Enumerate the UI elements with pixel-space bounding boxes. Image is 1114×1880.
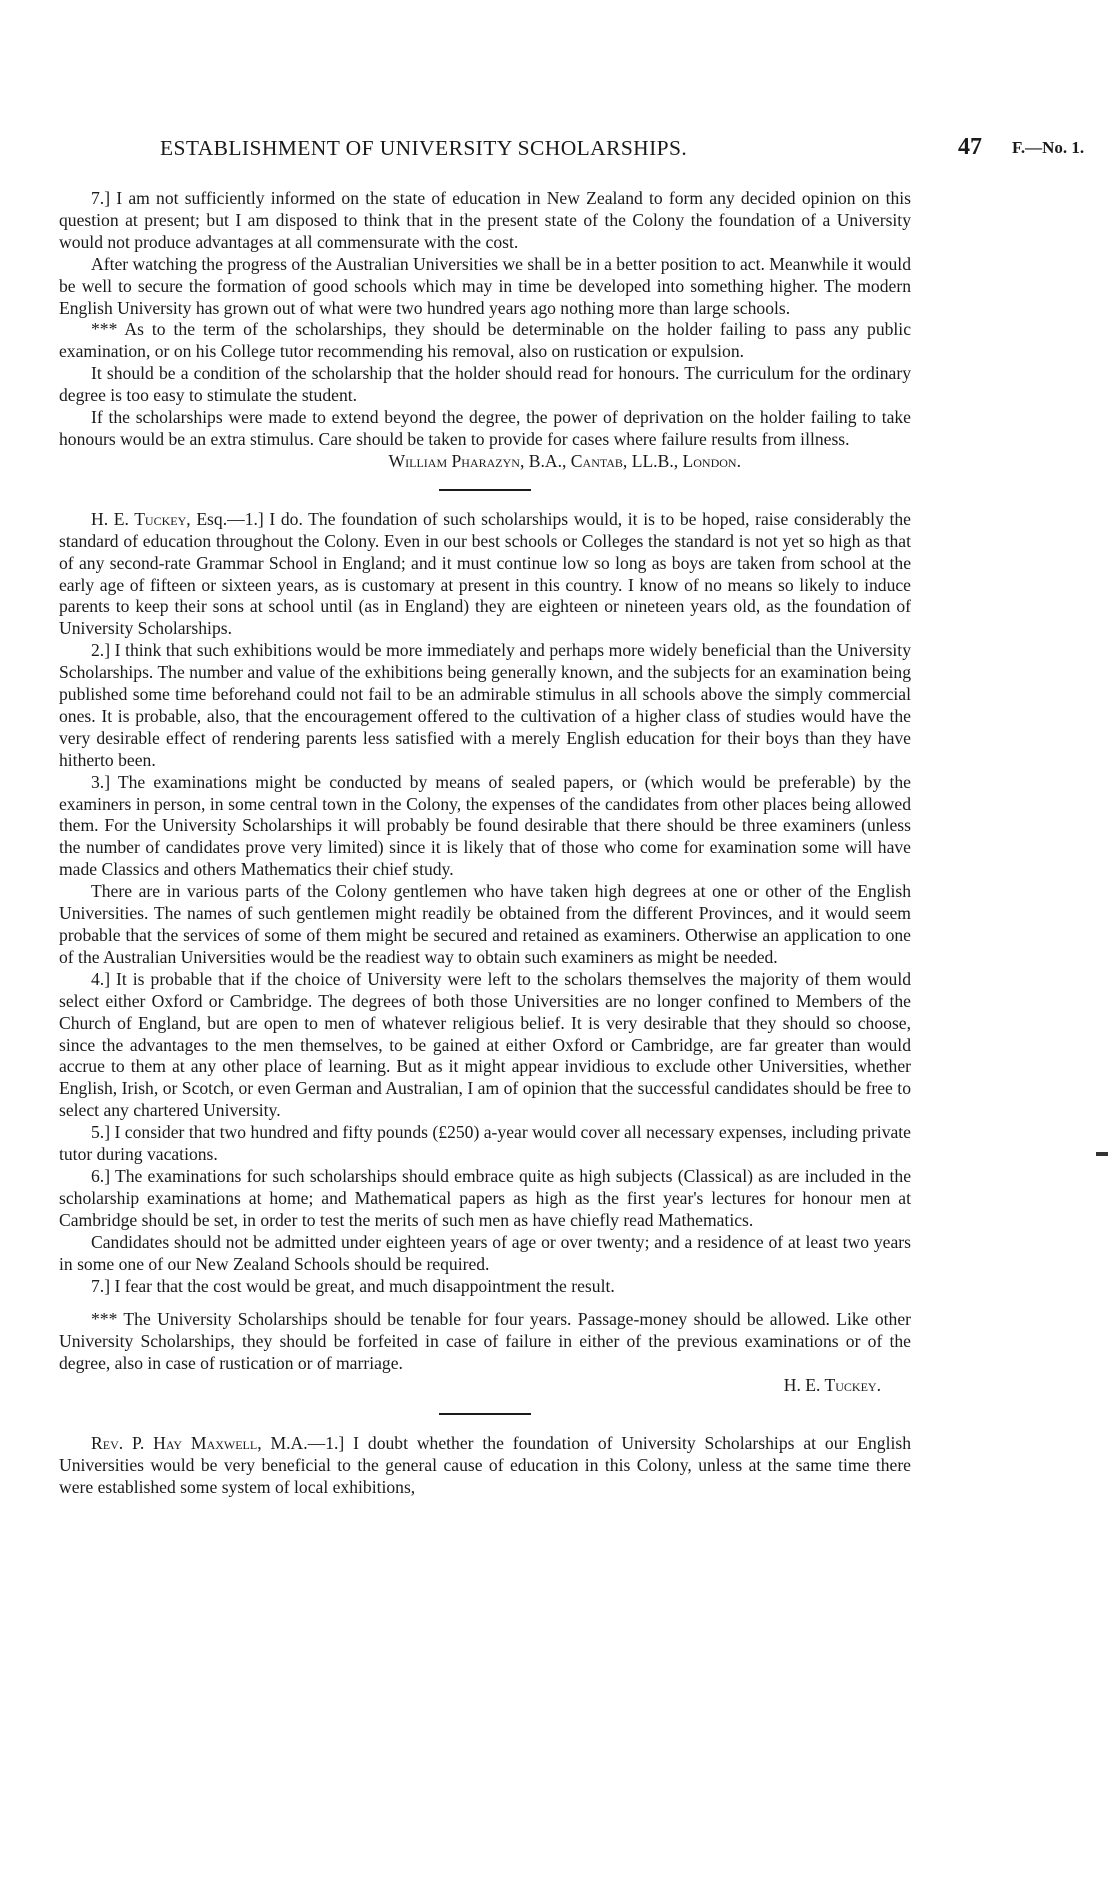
paragraph: 4.] It is probable that if the choice of University were left to the scholars themselves the majority of them would select either Oxford or Cambridge. The degrees of both those Universities are no longer confined to Members of the Church of England, but are open to men of whatever religious belief. It is very desirable that they should so choose, since the advantages to the men themselves, to be gained at either Oxford or Cambridge, are far greater than would accrue to them at any other place of learning. But as it might appear invidious to exclude other Universities, whether English, Irish, or Scotch, or even German and Australian, I am of opinion that the successful candidates should be free to select any chartered University. bbox=[59, 968, 911, 1121]
section-divider bbox=[439, 1413, 531, 1415]
paragraph-text: M.A.—1.] I doubt whether the foundation of University Scholarships at our English Universities would be very beneficial to the general cause of education in this Colony, unless at the same time there were established some system of local exhibitions, bbox=[59, 1433, 911, 1497]
paragraph bbox=[59, 509, 911, 640]
signature: William Pharazyn, B.A., Cantab, LL.B., London. bbox=[388, 450, 741, 471]
document-number: F.—No. 1. bbox=[1012, 138, 1085, 157]
paragraph: *** The University Scholarships should be tenable for four years. Passage-money should be allowed. Like other University Scholarships, they should be forfeited in case of failure in either of the previous examinations or of the degree, also in case of rustication or of marriage. bbox=[59, 1309, 911, 1374]
paragraph: It should be a condition of the scholarship that the holder should read for honours. The curriculum for the ordinary degree is too easy to stimulate the student. bbox=[59, 363, 911, 406]
paragraph: 7.] I fear that the cost would be great, and much disappointment the result. bbox=[91, 1275, 615, 1296]
paragraph: *** As to the term of the scholarships, they should be determinable on the holder failing to pass any public examination, or on his College tutor recommending his removal, also on rustication or expulsion. bbox=[59, 319, 911, 362]
paragraph bbox=[59, 1433, 911, 1499]
author-name: Rev. P. Hay Maxwell, bbox=[91, 1433, 262, 1454]
signature: H. E. Tuckey. bbox=[783, 1375, 881, 1396]
paragraph: 3.] The examinations might be conducted by means of sealed papers, or (which would be preferable) by the examiners in person, in some central town in the Colony, the expenses of the candidates from other places being allowed them. For the University Scholarships it will probably be found desirable that there should be three examiners (unless the number of candidates prove very limited) since it is likely that of those who come for examination some will have made Classics and others Mathematics their chief study. bbox=[59, 771, 911, 880]
spacer bbox=[59, 1297, 911, 1309]
page-title: ESTABLISHMENT OF UNIVERSITY SCHOLARSHIPS. bbox=[160, 136, 688, 160]
paragraph: 6.] The examinations for such scholarships should embrace quite as high subjects (Classical) as are included in the scholarship examinations at home; and Mathematical papers as high as the first year's lectures for honour men at Cambridge should be set, in order to test the merits of such men as have chiefly read Mathematics. bbox=[59, 1165, 911, 1230]
paragraph: After watching the progress of the Australian Universities we shall be in a better position to act. Meanwhile it would be well to secure the formation of good schools which may in time be developed into something higher. The modern English University has grown out of what were two hundred years ago nothing more than large schools. bbox=[59, 253, 911, 318]
paragraph: 2.] I think that such exhibitions would be more immediately and perhaps more widely beneficial than the University Scholarships. The number and value of the exhibitions being generally known, and the subjects for an examination being published some time beforehand could not fail to be an admirable stimulus in all schools above the simply commercial ones. It is probable, also, that the encouragement offered to the cultivation of a higher class of studies would have the very desirable effect of rendering parents less satisfied with a merely English education for their boys than they have hitherto been. bbox=[59, 640, 911, 770]
maxwell-section bbox=[59, 1433, 911, 1499]
section-divider bbox=[439, 489, 531, 491]
author-name: H. E. Tuckey, bbox=[91, 508, 191, 529]
paragraph: 7.] I am not sufficiently informed on the state of education in New Zealand to form any decided opinion on this question at present; but I am disposed to think that in the present state of the Colony the foundation of a University would not produce advantages at all commensurate with the cost. bbox=[59, 188, 911, 252]
paragraph: There are in various parts of the Colony gentlemen who have taken high degrees at one or other of the English Universities. The names of such gentlemen might readily be obtained from the different Provinces, and it would seem probable that the services of some of them might be secured and retained as examiners. Otherwise an application to one of the Australian Universities would be the readiest way to obtain such examiners as might be needed. bbox=[59, 881, 911, 967]
page-number: 47 bbox=[958, 134, 982, 160]
pharazyn-section bbox=[59, 188, 911, 473]
running-header bbox=[0, 136, 1114, 166]
tuckey-section bbox=[59, 509, 911, 1397]
paragraph: If the scholarships were made to extend beyond the degree, the power of deprivation on the holder failing to take honours would be an extra stimulus. Care should be taken to provide for cases where failure results from illness. bbox=[59, 407, 911, 449]
margin-mark bbox=[1096, 1152, 1108, 1156]
body-text bbox=[59, 188, 911, 1499]
paragraph-text: Esq.—1.] I do. The foundation of such scholarships would, it is to be hoped, raise considerably the standard of education throughout the Colony. Even in our best schools or Colleges the standard is not yet so high as that of any second-rate Grammar School in England; and it must continue low so long as boys are taken from school at the early age of fifteen or sixteen years, as is customary at present in this country. I know of no means so likely to induce parents to keep their sons at school until (as in England) they are eighteen or nineteen years old, as the foundation of University Scholarships. bbox=[59, 508, 911, 639]
paragraph: Candidates should not be admitted under eighteen years of age or over twenty; and a residence of at least two years in some one of our New Zealand Schools should be required. bbox=[59, 1231, 911, 1274]
paragraph: 5.] I consider that two hundred and fifty pounds (£250) a-year would cover all necessary expenses, including private tutor during vacations. bbox=[59, 1122, 911, 1165]
